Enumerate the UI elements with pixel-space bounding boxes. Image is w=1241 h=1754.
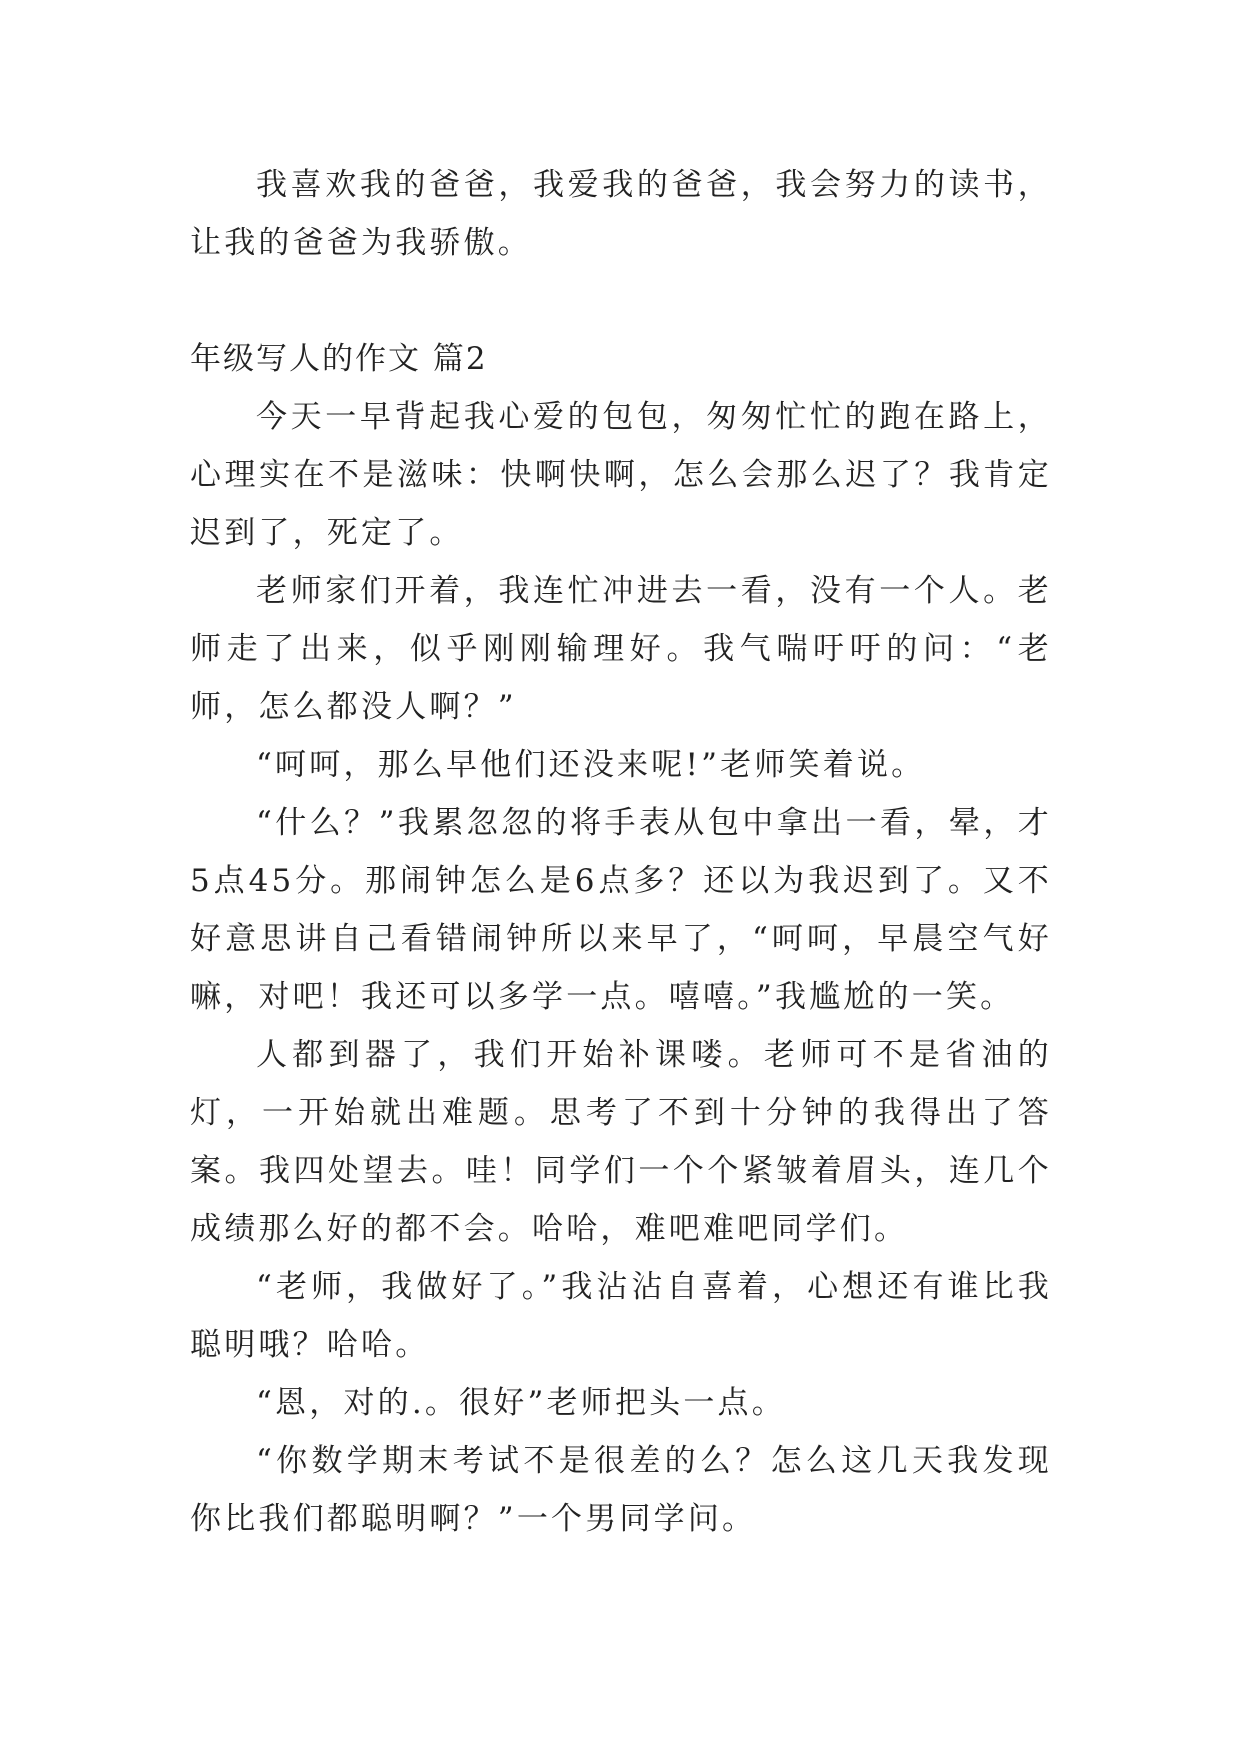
paragraph-intro: 我喜欢我的爸爸，我爱我的爸爸，我会努力的读书，让我的爸爸为我骄傲。 [190,167,1052,261]
section-heading: 年级写人的作文 篇2 [190,341,488,377]
paragraph: “呵呵，那么早他们还没来呢!”老师笑着说。 [256,747,926,783]
paragraph: “恩，对的.。很好”老师把头一点。 [256,1385,786,1421]
paragraph: “老师，我做好了。”我沾沾自喜着，心想还有谁比我聪明哦？哈哈。 [190,1269,1052,1363]
document-body [190,156,1052,1548]
paragraph: 人都到器了，我们开始补课喽。老师可不是省油的灯，一开始就出难题。思考了不到十分钟的我得出了答案。我四处望去。哇！同学们一个个紧皱着眉头，连几个成绩那么好的都不会。哈哈，难吧难吧同学们。 [190,1037,1052,1247]
paragraph: “什么？”我累忽忽的将手表从包中拿出一看，晕，才5点45分。那闹钟怎么是6点多？还以为我迟到了。又不好意思讲自己看错闹钟所以来早了，“呵呵，早晨空气好嘛，对吧！我还可以多学一点。嘻嘻。”我尴尬的一笑。 [190,805,1052,1015]
section-gap [190,272,1052,330]
paragraph: 老师家们开着，我连忙冲进去一看，没有一个人。老师走了出来，似乎刚刚输理好。我气喘吁吁的问：“老师，怎么都没人啊？” [190,573,1052,725]
paragraph: 今天一早背起我心爱的包包，匆匆忙忙的跑在路上，心理实在不是滋味：快啊快啊，怎么会那么迟了？我肯定迟到了，死定了。 [190,399,1052,551]
paragraph: “你数学期末考试不是很差的么？怎么这几天我发现你比我们都聪明啊？”一个男同学问。 [190,1443,1052,1537]
